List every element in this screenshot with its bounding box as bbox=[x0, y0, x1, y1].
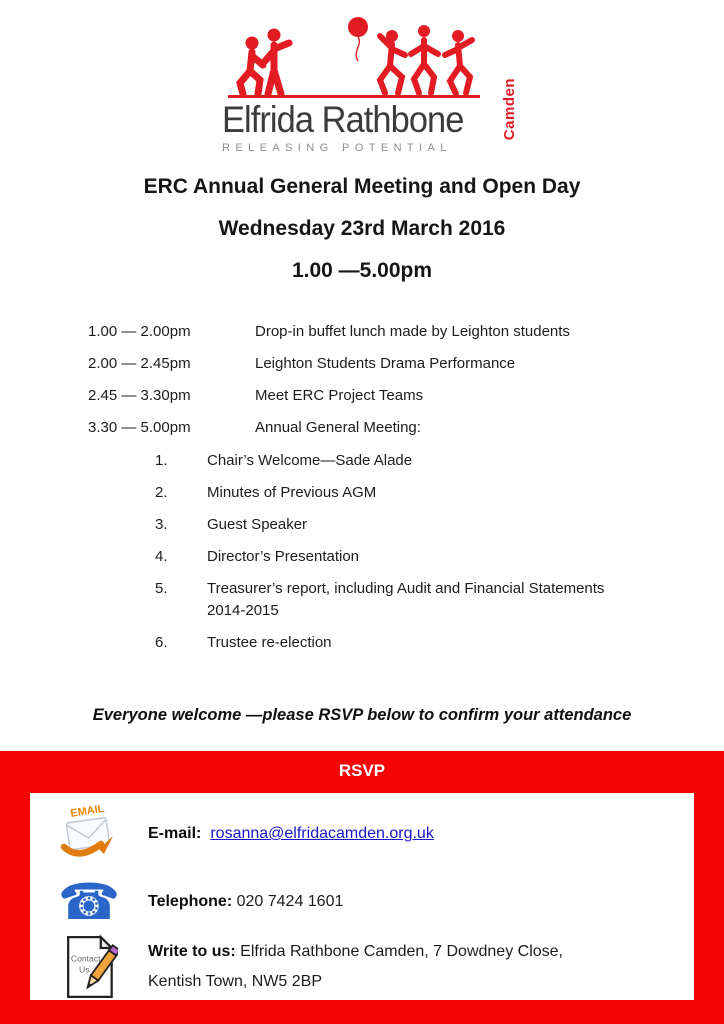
logo bbox=[222, 14, 518, 164]
phone-label: Telephone: bbox=[148, 893, 233, 910]
welcome-note: Everyone welcome —please RSVP below to confirm your attendance bbox=[92, 706, 632, 724]
phone-value: 020 7424 1601 bbox=[232, 893, 344, 910]
phone-text bbox=[148, 893, 343, 911]
event-time: 1.00 —5.00pm bbox=[291, 259, 433, 282]
logo-region: Camden bbox=[501, 78, 518, 141]
agenda-number: 3. bbox=[155, 516, 168, 533]
write-row bbox=[30, 933, 694, 997]
contact-box bbox=[30, 793, 694, 1000]
agenda-list bbox=[0, 450, 724, 664]
logo-name: Elfrida Rathbone bbox=[222, 99, 464, 140]
schedule-row bbox=[0, 354, 724, 373]
agenda-text: Minutes of Previous AGM bbox=[207, 484, 377, 501]
schedule-row bbox=[0, 418, 724, 437]
email-link[interactable]: rosanna@elfridacamden.org.uk bbox=[210, 825, 434, 842]
email-envelope-icon bbox=[30, 802, 148, 866]
rsvp-heading: RSVP bbox=[338, 761, 386, 780]
address-line2: Kentish Town, NW5 2BP bbox=[148, 973, 323, 990]
agenda-text: Chair’s Welcome—Sade Alade bbox=[207, 452, 413, 469]
schedule bbox=[0, 322, 724, 450]
page-title: ERC Annual General Meeting and Open Day bbox=[143, 175, 581, 198]
agenda-number: 2. bbox=[155, 484, 168, 501]
agenda-text: Guest Speaker bbox=[207, 516, 308, 533]
schedule-time: 2.45 — 3.30pm bbox=[88, 387, 191, 404]
svg-text:Contact: Contact bbox=[70, 953, 101, 964]
agenda-item bbox=[0, 632, 724, 654]
schedule-activity: Meet ERC Project Teams bbox=[255, 387, 424, 404]
logo-tagline: RELEASING POTENTIAL bbox=[222, 142, 452, 154]
logo-figures-icon bbox=[222, 14, 502, 100]
email-label: E-mail: bbox=[148, 825, 202, 842]
agenda-text: Treasurer’s report, including Audit and Financial Statements 2014-2015 bbox=[207, 580, 605, 619]
schedule-row bbox=[0, 386, 724, 405]
address-line1: Elfrida Rathbone Camden, 7 Dowdney Close, bbox=[235, 943, 563, 960]
schedule-activity: Leighton Students Drama Performance bbox=[255, 355, 516, 372]
schedule-activity: Annual General Meeting: bbox=[255, 419, 421, 436]
agenda-number: 1. bbox=[155, 452, 168, 469]
write-label: Write to us: bbox=[148, 943, 236, 960]
event-date: Wednesday 23rd March 2016 bbox=[218, 217, 506, 240]
agenda-item bbox=[0, 578, 724, 622]
schedule-activity: Drop-in buffet lunch made by Leighton students bbox=[255, 323, 570, 340]
telephone-icon: ☎ bbox=[57, 873, 121, 931]
schedule-time: 3.30 — 5.00pm bbox=[88, 419, 191, 436]
schedule-row bbox=[0, 322, 724, 341]
agenda-item bbox=[0, 482, 724, 504]
schedule-time: 2.00 — 2.45pm bbox=[88, 355, 191, 372]
agenda-text: Trustee re-election bbox=[207, 634, 332, 651]
agenda-item bbox=[0, 514, 724, 536]
write-text bbox=[148, 937, 563, 997]
schedule-time: 1.00 — 2.00pm bbox=[88, 323, 191, 340]
svg-text:Us: Us bbox=[79, 964, 90, 975]
contact-note-icon bbox=[30, 933, 148, 1001]
children-figures-icon bbox=[380, 36, 472, 94]
agenda-item bbox=[0, 546, 724, 568]
phone-row bbox=[30, 871, 694, 933]
svg-text:EMAIL: EMAIL bbox=[69, 802, 106, 820]
left-figures-icon bbox=[240, 43, 289, 94]
balloon-icon bbox=[348, 17, 368, 61]
email-text bbox=[148, 825, 434, 843]
agenda-number: 5. bbox=[155, 580, 168, 597]
title-block bbox=[0, 174, 724, 300]
agenda-item bbox=[0, 450, 724, 472]
rsvp-band bbox=[0, 751, 724, 1024]
email-row bbox=[30, 797, 694, 871]
agenda-text: Director’s Presentation bbox=[207, 548, 360, 565]
agenda-number: 4. bbox=[155, 548, 168, 565]
agenda-number: 6. bbox=[155, 634, 168, 651]
